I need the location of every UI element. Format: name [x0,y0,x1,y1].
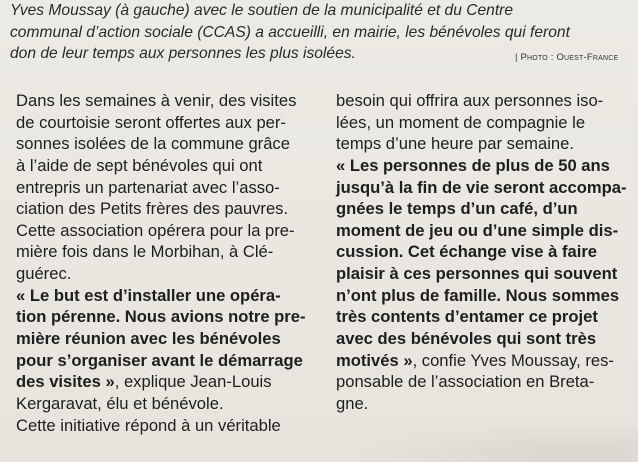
article-mixed-line: motivés », confie Yves Moussay, res- [336,350,614,370]
article-line: à l’aide de sept bénévoles qui ont [16,155,263,175]
article-quote-line: pour s’organiser avant le démarrage [16,350,303,370]
article-line: ponsable de l’association en Breta- [336,372,595,392]
article-line: sonnes isolées de la commune grâce [16,134,290,154]
article-quote-line: avec des bénévoles qui sont très [336,329,597,349]
article-line: entrepris un partenariat avec l’asso- [16,177,280,197]
article-quote-line: moment de jeu ou d’une simple dis- [336,220,619,240]
paper-stain [330,420,638,462]
article-line: temps d’une heure par semaine. [336,134,574,154]
article-line: Kergaravat, élu et bénévole. [16,393,224,413]
photo-credit: | Photo : Ouest-France [515,52,619,63]
article-line: Cette association opérera pour la pre- [16,220,295,240]
article-line: de courtoisie seront offertes aux per- [16,112,286,132]
article-quote-line: mière réunion avec les bénévoles [16,329,281,349]
article-line: lées, un moment de compagnie le [336,112,586,132]
article-line: besoin qui offrira aux personnes iso- [336,91,604,110]
article-line: mière fois dans le Morbihan, à Clé- [16,242,274,262]
article-line: gne. [336,393,369,413]
article-quote-line: « Les personnes de plus de 50 ans [336,155,610,175]
article-column-left [16,90,312,436]
article-line: ciation des Petits frères des pauvres. [16,199,289,219]
article-line: Dans les semaines à venir, des visites [16,91,297,110]
article-quote-line: cussion. Cet échange vise à faire [336,242,598,262]
article-quote-line: « Le but est d’installer une opéra- [16,285,281,305]
caption-line: Yves Moussay (à gauche) avec le soutien de la municipalité et du Centre [10,2,514,19]
article-mixed-line: des visites », explique Jean-Louis [16,372,272,392]
article-line: Cette initiative répond à un véritable [16,415,281,435]
article-quote-line: gnées le temps d’un café, d’un [336,199,578,219]
article-quote-line: n’ont plus de famille. Nous sommes [336,285,620,305]
article-quote-line: plaisir à ces personnes qui souvent [336,264,618,284]
caption-line: communal d’action sociale (CCAS) a accueilli, en mairie, les bénévoles qui feront [10,23,570,41]
article-quote-line: jusqu’à la fin de vie seront accompa- [336,177,627,197]
article-quote-line: tion pérenne. Nous avions notre pre- [16,307,306,327]
article-line: guérec. [16,264,72,284]
article-quote-line: très contents d’entamer ce projet [336,307,598,327]
article-column-right [336,90,636,415]
caption-line: don de leur temps aux personnes les plus isolées. [10,45,356,63]
